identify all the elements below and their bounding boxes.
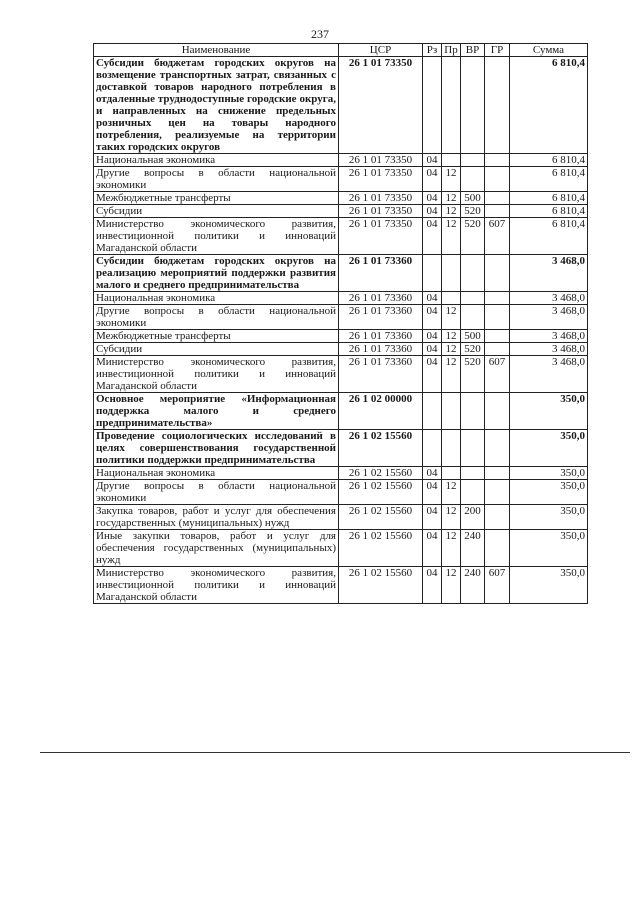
row-pr <box>442 57 461 154</box>
row-sum: 350,0 <box>510 480 588 505</box>
row-csr: 26 1 01 73350 <box>339 167 423 192</box>
header-pr: Пр <box>442 44 461 57</box>
row-gr <box>485 505 510 530</box>
row-vr <box>461 305 485 330</box>
row-csr: 26 1 01 73360 <box>339 356 423 393</box>
row-rz: 04 <box>423 467 442 480</box>
row-vr: 520 <box>461 218 485 255</box>
row-csr: 26 1 02 15560 <box>339 467 423 480</box>
row-vr <box>461 467 485 480</box>
row-name: Министерство экономического развития, инвестиционной политики и инноваций Магаданской области <box>94 567 339 604</box>
row-vr: 500 <box>461 192 485 205</box>
row-sum: 350,0 <box>510 530 588 567</box>
table-row <box>94 343 588 356</box>
row-rz: 04 <box>423 192 442 205</box>
row-csr: 26 1 01 73350 <box>339 192 423 205</box>
row-sum: 6 810,4 <box>510 57 588 154</box>
row-pr: 12 <box>442 567 461 604</box>
row-gr <box>485 167 510 192</box>
row-csr: 26 1 01 73360 <box>339 255 423 292</box>
row-csr: 26 1 02 00000 <box>339 393 423 430</box>
row-vr <box>461 480 485 505</box>
row-vr <box>461 393 485 430</box>
row-gr <box>485 343 510 356</box>
row-sum: 3 468,0 <box>510 305 588 330</box>
row-vr <box>461 167 485 192</box>
row-sum: 3 468,0 <box>510 292 588 305</box>
row-vr: 240 <box>461 567 485 604</box>
row-gr <box>485 57 510 154</box>
row-csr: 26 1 01 73350 <box>339 218 423 255</box>
row-name: Межбюджетные трансферты <box>94 192 339 205</box>
row-name: Субсидии <box>94 205 339 218</box>
row-sum: 350,0 <box>510 430 588 467</box>
row-pr: 12 <box>442 218 461 255</box>
row-gr <box>485 305 510 330</box>
table-row <box>94 205 588 218</box>
row-gr: 607 <box>485 356 510 393</box>
page-number: 237 <box>311 27 329 41</box>
row-sum: 3 468,0 <box>510 343 588 356</box>
row-vr: 520 <box>461 343 485 356</box>
row-pr <box>442 467 461 480</box>
row-rz: 04 <box>423 305 442 330</box>
row-name: Субсидии бюджетам городских округов на возмещение транспортных затрат, связанных с доставкой товаров народного потребления в отдаленные труднодоступные городские округа, и направленных на снижение предельных розничных цен на товары народного потребления, реализуемые на территории таких городских округов <box>94 57 339 154</box>
page-divider <box>40 752 630 753</box>
row-csr: 26 1 01 73360 <box>339 330 423 343</box>
row-rz: 04 <box>423 505 442 530</box>
header-gr: ГР <box>485 44 510 57</box>
row-sum: 6 810,4 <box>510 192 588 205</box>
row-sum: 3 468,0 <box>510 356 588 393</box>
row-name: Национальная экономика <box>94 154 339 167</box>
row-pr: 12 <box>442 530 461 567</box>
row-csr: 26 1 01 73360 <box>339 292 423 305</box>
row-gr <box>485 154 510 167</box>
row-rz: 04 <box>423 218 442 255</box>
row-pr <box>442 393 461 430</box>
row-pr: 12 <box>442 192 461 205</box>
table-row <box>94 154 588 167</box>
row-rz <box>423 393 442 430</box>
row-vr: 200 <box>461 505 485 530</box>
row-rz: 04 <box>423 292 442 305</box>
row-pr: 12 <box>442 167 461 192</box>
row-rz: 04 <box>423 167 442 192</box>
row-vr <box>461 292 485 305</box>
table-row <box>94 530 588 567</box>
row-pr <box>442 430 461 467</box>
row-gr <box>485 530 510 567</box>
row-rz <box>423 57 442 154</box>
row-rz: 04 <box>423 567 442 604</box>
table-body <box>94 57 588 604</box>
row-pr <box>442 255 461 292</box>
row-rz: 04 <box>423 330 442 343</box>
row-gr: 607 <box>485 218 510 255</box>
row-rz: 04 <box>423 480 442 505</box>
header-sum: Сумма <box>510 44 588 57</box>
row-vr: 520 <box>461 205 485 218</box>
row-vr <box>461 154 485 167</box>
row-sum: 350,0 <box>510 505 588 530</box>
row-sum: 350,0 <box>510 393 588 430</box>
row-name: Национальная экономика <box>94 292 339 305</box>
row-name: Межбюджетные трансферты <box>94 330 339 343</box>
row-rz <box>423 255 442 292</box>
table-row <box>94 480 588 505</box>
row-name: Субсидии <box>94 343 339 356</box>
row-sum: 6 810,4 <box>510 218 588 255</box>
row-pr: 12 <box>442 505 461 530</box>
row-name: Министерство экономического развития, инвестиционной политики и инноваций Магаданской области <box>94 356 339 393</box>
row-csr: 26 1 02 15560 <box>339 480 423 505</box>
table-row <box>94 505 588 530</box>
row-gr <box>485 467 510 480</box>
row-csr: 26 1 01 73360 <box>339 343 423 356</box>
table-row <box>94 218 588 255</box>
row-rz: 04 <box>423 530 442 567</box>
row-csr: 26 1 01 73360 <box>339 305 423 330</box>
row-gr <box>485 192 510 205</box>
row-csr: 26 1 02 15560 <box>339 567 423 604</box>
row-name: Другие вопросы в области национальной экономики <box>94 167 339 192</box>
table-row <box>94 330 588 343</box>
table-row <box>94 255 588 292</box>
row-sum: 6 810,4 <box>510 167 588 192</box>
table-header-row <box>94 44 588 57</box>
row-gr <box>485 430 510 467</box>
row-sum: 3 468,0 <box>510 255 588 292</box>
row-sum: 3 468,0 <box>510 330 588 343</box>
row-vr: 520 <box>461 356 485 393</box>
row-pr: 12 <box>442 480 461 505</box>
row-sum: 6 810,4 <box>510 205 588 218</box>
row-pr <box>442 154 461 167</box>
row-sum: 6 810,4 <box>510 154 588 167</box>
table-row <box>94 430 588 467</box>
table-row <box>94 167 588 192</box>
row-name: Основное мероприятие «Информационная поддержка малого и среднего предпринимательства» <box>94 393 339 430</box>
table-row <box>94 393 588 430</box>
table-row <box>94 356 588 393</box>
header-name: Наименование <box>94 44 339 57</box>
row-gr <box>485 480 510 505</box>
row-csr: 26 1 01 73350 <box>339 205 423 218</box>
row-name: Субсидии бюджетам городских округов на реализацию мероприятий поддержки развития малого и среднего предпринимательства <box>94 255 339 292</box>
table-row <box>94 467 588 480</box>
row-vr <box>461 430 485 467</box>
row-pr: 12 <box>442 356 461 393</box>
table-row <box>94 292 588 305</box>
row-name: Другие вопросы в области национальной экономики <box>94 305 339 330</box>
row-vr: 240 <box>461 530 485 567</box>
row-gr <box>485 292 510 305</box>
row-vr <box>461 255 485 292</box>
header-csr: ЦСР <box>339 44 423 57</box>
row-name: Иные закупки товаров, работ и услуг для обеспечения государственных (муниципальных) нужд <box>94 530 339 567</box>
table-row <box>94 57 588 154</box>
row-pr: 12 <box>442 330 461 343</box>
row-vr <box>461 57 485 154</box>
row-rz: 04 <box>423 154 442 167</box>
table-row <box>94 305 588 330</box>
row-pr: 12 <box>442 205 461 218</box>
row-csr: 26 1 01 73350 <box>339 154 423 167</box>
row-vr: 500 <box>461 330 485 343</box>
header-rz: Рз <box>423 44 442 57</box>
row-name: Министерство экономического развития, инвестиционной политики и инноваций Магаданской области <box>94 218 339 255</box>
table-row <box>94 192 588 205</box>
row-csr: 26 1 02 15560 <box>339 530 423 567</box>
row-rz: 04 <box>423 343 442 356</box>
row-csr: 26 1 02 15560 <box>339 505 423 530</box>
row-name: Национальная экономика <box>94 467 339 480</box>
row-pr: 12 <box>442 305 461 330</box>
row-gr <box>485 205 510 218</box>
row-gr <box>485 255 510 292</box>
budget-table <box>93 43 588 604</box>
row-name: Закупка товаров, работ и услуг для обеспечения государственных (муниципальных) нужд <box>94 505 339 530</box>
row-gr <box>485 330 510 343</box>
table-row <box>94 567 588 604</box>
row-gr: 607 <box>485 567 510 604</box>
row-pr <box>442 292 461 305</box>
row-name: Другие вопросы в области национальной экономики <box>94 480 339 505</box>
row-rz: 04 <box>423 356 442 393</box>
row-csr: 26 1 01 73350 <box>339 57 423 154</box>
row-rz: 04 <box>423 205 442 218</box>
row-pr: 12 <box>442 343 461 356</box>
row-csr: 26 1 02 15560 <box>339 430 423 467</box>
row-gr <box>485 393 510 430</box>
row-sum: 350,0 <box>510 567 588 604</box>
row-name: Проведение социологических исследований в целях совершенствования государственной политики поддержки предпринимательства <box>94 430 339 467</box>
header-vr: ВР <box>461 44 485 57</box>
row-sum: 350,0 <box>510 467 588 480</box>
row-rz <box>423 430 442 467</box>
